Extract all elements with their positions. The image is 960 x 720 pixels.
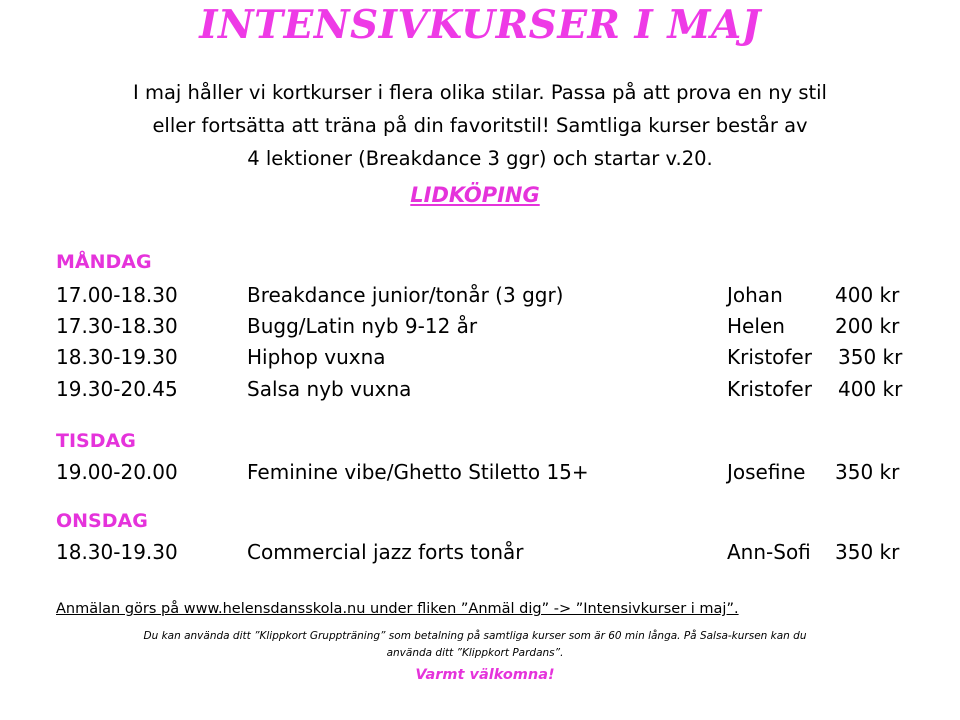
intro-line: eller fortsätta att träna på din favoritstil! Samtliga kurser består av (152, 114, 808, 137)
course-price: 200 kr (835, 314, 900, 338)
day-heading-monday: MÅNDAG (56, 251, 152, 273)
course-time: 18.30-19.30 (56, 345, 178, 369)
course-price: 350 kr (838, 345, 903, 369)
intro-line: 4 lektioner (Breakdance 3 ggr) och startar v.20. (247, 147, 713, 170)
course-teacher: Kristofer (727, 345, 812, 369)
signup-info: Anmälan görs på www.helensdansskola.nu under fliken ”Anmäl dig” -> ”Intensivkurser i maj”. (56, 601, 739, 617)
course-name: Breakdance junior/tonår (3 ggr) (247, 283, 564, 307)
course-price: 350 kr (835, 540, 900, 564)
schedule-row (56, 460, 936, 490)
page-title: INTENSIVKURSER I MAJ (199, 2, 761, 48)
course-teacher: Kristofer (727, 377, 812, 401)
course-name: Hiphop vuxna (247, 345, 386, 369)
day-heading-wednesday: ONSDAG (56, 510, 148, 532)
course-name: Commercial jazz forts tonår (247, 540, 524, 564)
schedule-row (56, 540, 936, 570)
course-teacher: Helen (727, 314, 785, 338)
payment-note (0, 628, 950, 662)
course-time: 19.30-20.45 (56, 377, 178, 401)
schedule-row (56, 377, 936, 407)
schedule-row (56, 345, 936, 375)
course-time: 17.00-18.30 (56, 283, 178, 307)
schedule-row (56, 314, 936, 344)
course-name: Bugg/Latin nyb 9-12 år (247, 314, 478, 338)
course-name: Feminine vibe/Ghetto Stiletto 15+ (247, 460, 589, 484)
course-teacher: Josefine (727, 460, 806, 484)
course-price: 350 kr (835, 460, 900, 484)
welcome-text: Varmt välkomna! (415, 667, 555, 683)
course-name: Salsa nyb vuxna (247, 377, 412, 401)
schedule-row (56, 283, 936, 313)
course-price: 400 kr (835, 283, 900, 307)
course-teacher: Johan (727, 283, 783, 307)
payment-note-line: Du kan använda ditt ”Klippkort Gruppträning” som betalning på samtliga kurser som är 60 min långa. På Salsa-kursen kan du (143, 630, 807, 642)
intro-text (0, 76, 960, 175)
payment-note-line: använda ditt ”Klippkort Pardans”. (386, 647, 564, 659)
course-time: 17.30-18.30 (56, 314, 178, 338)
course-time: 18.30-19.30 (56, 540, 178, 564)
course-teacher: Ann-Sofi (727, 540, 811, 564)
intro-line: I maj håller vi kortkurser i flera olika stilar. Passa på att prova en ny stil (133, 81, 827, 104)
course-price: 400 kr (838, 377, 903, 401)
day-heading-tuesday: TISDAG (56, 430, 136, 452)
course-time: 19.00-20.00 (56, 460, 178, 484)
city-heading: LIDKÖPING (410, 183, 540, 207)
